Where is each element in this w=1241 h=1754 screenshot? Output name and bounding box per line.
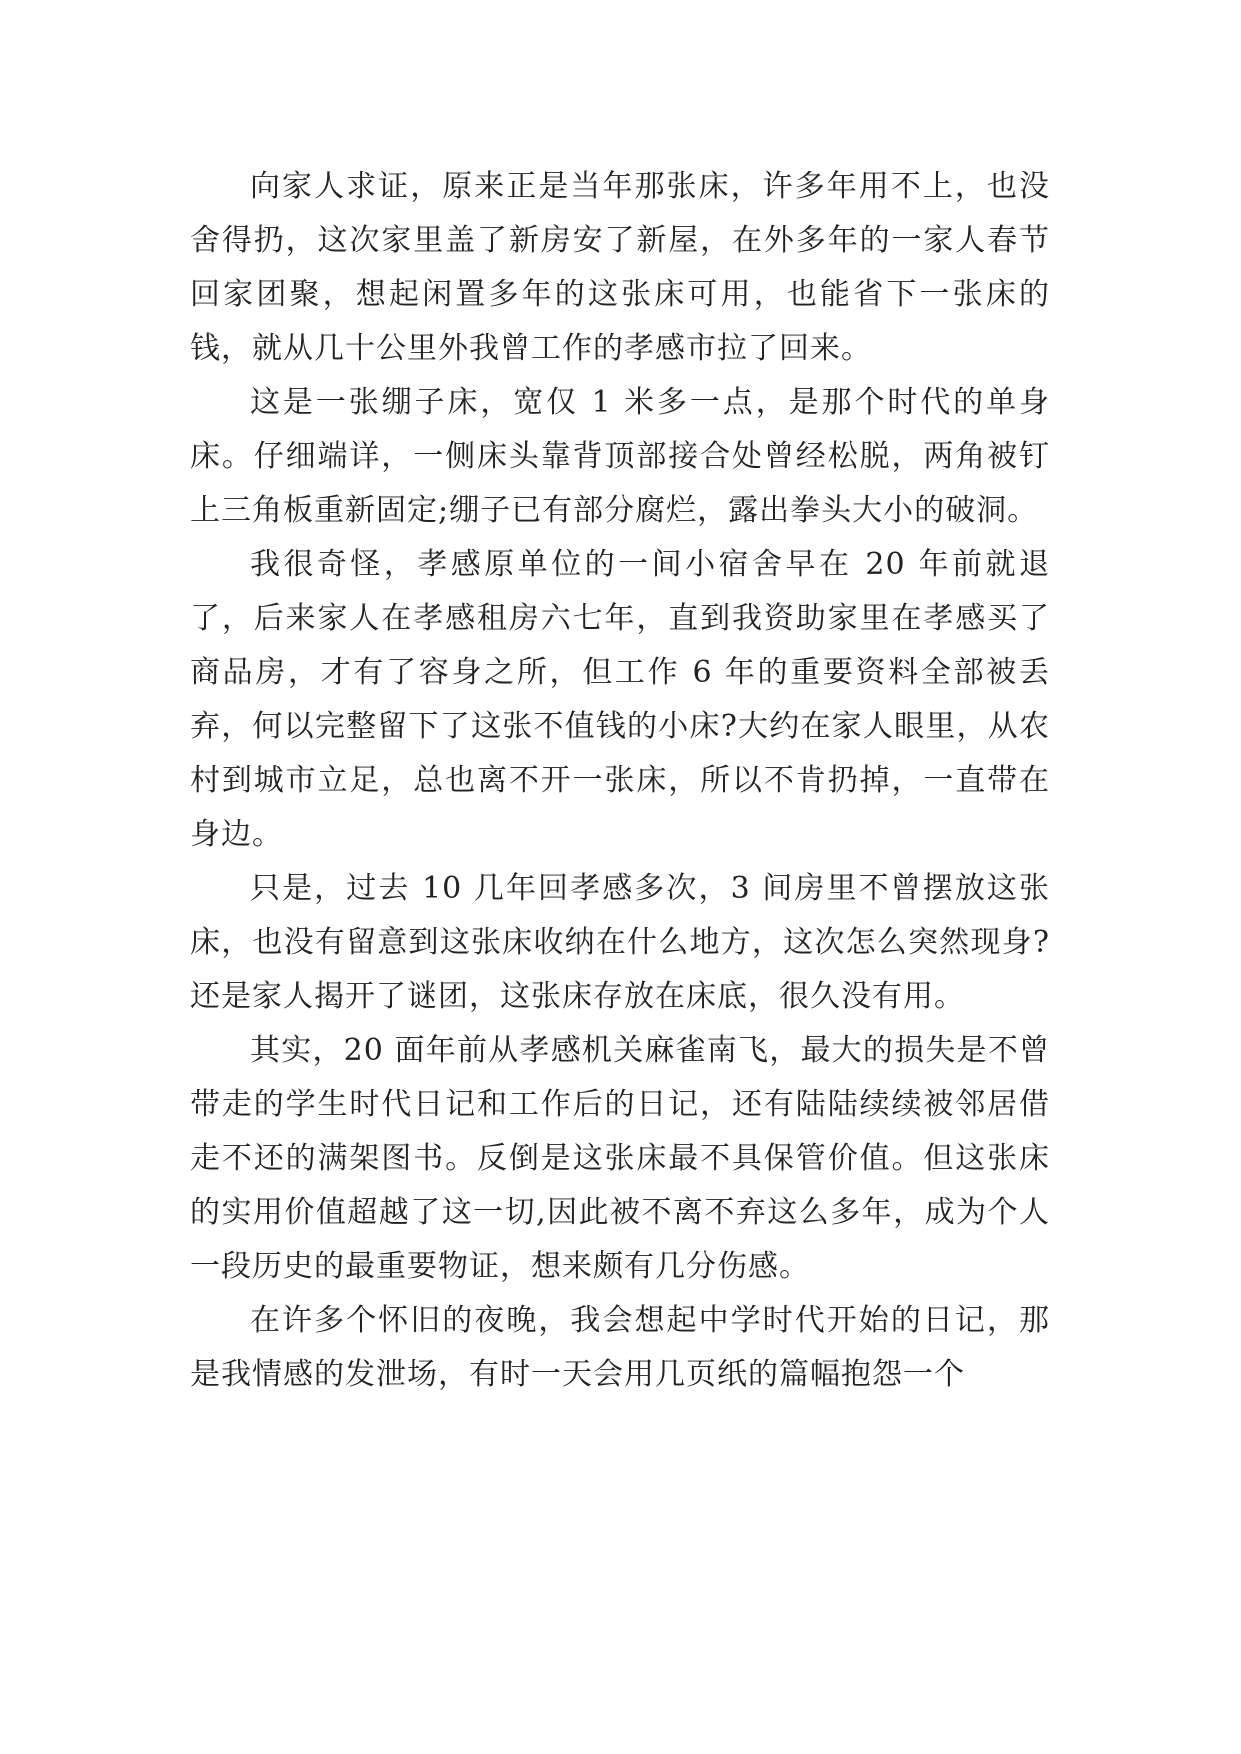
paragraph-1: 向家人求证，原来正是当年那张床，许多年用不上，也没舍得扔，这次家里盖了新房安了新屋，在外多年的一家人春节回家团聚，想起闲置多年的这张床可用，也能省下一张床的钱，就从几十公里外我曾工作的孝感市拉了回来。 xyxy=(190,169,1050,366)
paragraph-5: 其实，20 面年前从孝感机关麻雀南飞，最大的损失是不曾带走的学生时代日记和工作后的日记，还有陆陆续续被邻居借走不还的满架图书。反倒是这张床最不具保管价值。但这张床的实用价值超越了这一切,因此被不离不弃这么多年，成为个人一段历史的最重要物证，想来颇有几分伤感。 xyxy=(190,1033,1050,1284)
paragraph-6: 在许多个怀旧的夜晚，我会想起中学时代开始的日记，那是我情感的发泄场，有时一天会用几页纸的篇幅抱怨一个 xyxy=(190,1303,1050,1392)
paragraph-4: 只是，过去 10 几年回孝感多次，3 间房里不曾摆放这张床，也没有留意到这张床收纳在什么地方，这次怎么突然现身?还是家人揭开了谜团，这张床存放在床底，很久没有用。 xyxy=(190,871,1050,1014)
paragraph-2: 这是一张绷子床，宽仅 1 米多一点，是那个时代的单身床。仔细端详，一侧床头靠背顶部接合处曾经松脱，两角被钉上三角板重新固定;绷子已有部分腐烂，露出拳头大小的破洞。 xyxy=(190,385,1050,528)
paragraph-3: 我很奇怪，孝感原单位的一间小宿舍早在 20 年前就退了，后来家人在孝感租房六七年，直到我资助家里在孝感买了商品房，才有了容身之所，但工作 6 年的重要资料全部被丢弃，何以完整留下了这张不值钱的小床?大约在家人眼里，从农村到城市立足，总也离不开一张床，所以不肯扔掉，一直带在身边。 xyxy=(190,547,1050,852)
document-page xyxy=(190,160,1050,1640)
